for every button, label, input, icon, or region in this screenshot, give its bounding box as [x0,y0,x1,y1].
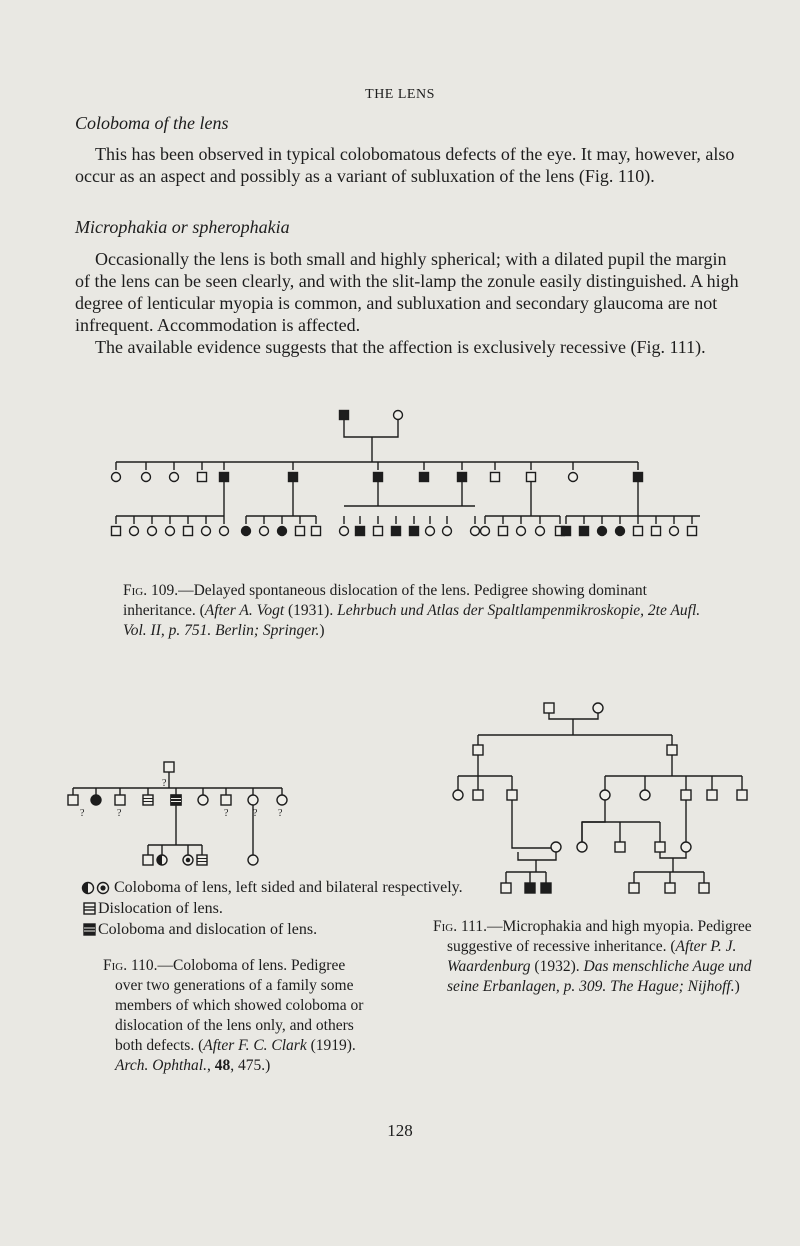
affected-male-symbol [541,883,551,893]
pedigree-line [582,800,605,842]
male-symbol [737,790,747,800]
section-heading-microphakia: Microphakia or spherophakia [75,217,290,237]
section-heading-coloboma: Coloboma of the lens [75,113,229,133]
fig110-journal: Arch. Ophthal. [115,1057,207,1074]
key-dislocation-text: Dislocation of lens. [98,900,223,917]
question-mark-4: ? [224,808,229,819]
key-coloboma [80,878,463,898]
question-mark-1: ? [162,778,167,789]
fig109-source: Lehrbuch und Atlas der Spaltlampenmikroskopie, 2te Aufl. Vol. II, p. 751. Berlin; Springer. [123,602,701,639]
fig109-close: ) [319,622,325,639]
fig110-author: After F. C. Clark [203,1037,307,1054]
male-symbol [615,842,625,852]
female-symbol [551,842,561,852]
question-mark-3: ? [117,808,122,819]
female-symbol [453,790,463,800]
fig111-label: Fig. 111. [433,918,487,935]
male-symbol [655,842,665,852]
fig110-pages: , 475.) [230,1057,271,1074]
key-both [82,920,317,940]
female-symbol [640,790,650,800]
male-symbol [473,745,483,755]
female-symbol [577,842,587,852]
male-symbol [629,883,639,893]
pedigree-line [518,852,556,860]
pedigree-line [512,800,556,848]
fig109-author: After A. Vogt [204,602,285,619]
pedigree-line [660,852,686,858]
female-symbol [593,703,603,713]
fig111-author: After P. J. Waardenburg [447,938,737,975]
male-symbol [473,790,483,800]
male-symbol [544,703,554,713]
fig110-year: (1919). [306,1037,356,1054]
coloboma-dislocation-symbol-icon [82,920,98,940]
male-symbol [699,883,709,893]
question-mark-2: ? [80,808,85,819]
fig110-comma: , [207,1057,215,1074]
affected-male-symbol [525,883,535,893]
fig110-volume: 48 [214,1057,231,1074]
question-mark-6: ? [278,808,283,819]
key-both-text: Coloboma and dislocation of lens. [98,921,318,938]
fig110-caption [103,956,371,1076]
paragraph-coloboma: This has been observed in typical colobomatous defects of the eye. It may, however, also occur as an aspect and possibly as a variant of subluxation of the lens (Fig. 110). [75,144,735,186]
male-symbol [681,790,691,800]
female-symbol [600,790,610,800]
male-symbol [665,883,675,893]
key-coloboma-text: Coloboma of lens, left sided and bilateral respectively. [114,879,463,896]
paragraph-evidence: The available evidence suggests that the affection is exclusively recessive (Fig. 111). [95,337,706,357]
fig111-source: Das menschliche Auge und seine Erbanlagen, p. 309. The Hague; Nijhoff. [447,958,752,995]
male-symbol [667,745,677,755]
fig111-caption [433,917,759,997]
dislocation-symbol-icon [82,899,98,919]
fig111-close: ) [734,978,740,995]
paragraph-microphakia: Occasionally the lens is both small and highly spherical; with a dilated pupil the margin of the lens can be seen clearly, and with the slit-lamp the zonule easily distinguished. A high degree of lenticular myopia is common, and subluxation and secondary glaucoma are not infrequent. Accommodation is affected. [75,249,739,335]
coloboma-symbols-icon [80,878,114,898]
pedigree-line [549,713,598,719]
male-symbol [501,883,511,893]
fig109-year: (1931). [284,602,338,619]
fig110-text: —Coloboma of lens. Pedigree over two generations of a family some members of which showed coloboma or dislocation of the lens only, and others both defects. ( [115,957,364,1054]
running-head: THE LENS [365,87,435,102]
fig111-year: (1932). [530,958,584,975]
male-symbol [707,790,717,800]
fig111-text: —Microphakia and high myopia. Pedigree suggestive of recessive inheritance. ( [447,918,752,955]
key-dislocation [82,899,223,919]
fig110-label: Fig. 110. [103,957,158,974]
question-mark-5: ? [253,808,258,819]
female-symbol [681,842,691,852]
fig109-text: —Delayed spontaneous dislocation of the lens. Pedigree showing dominant inheritance. ( [123,582,647,619]
fig109-label: Fig. 109. [123,582,179,599]
page-number: 128 [387,1121,413,1140]
male-symbol [507,790,517,800]
